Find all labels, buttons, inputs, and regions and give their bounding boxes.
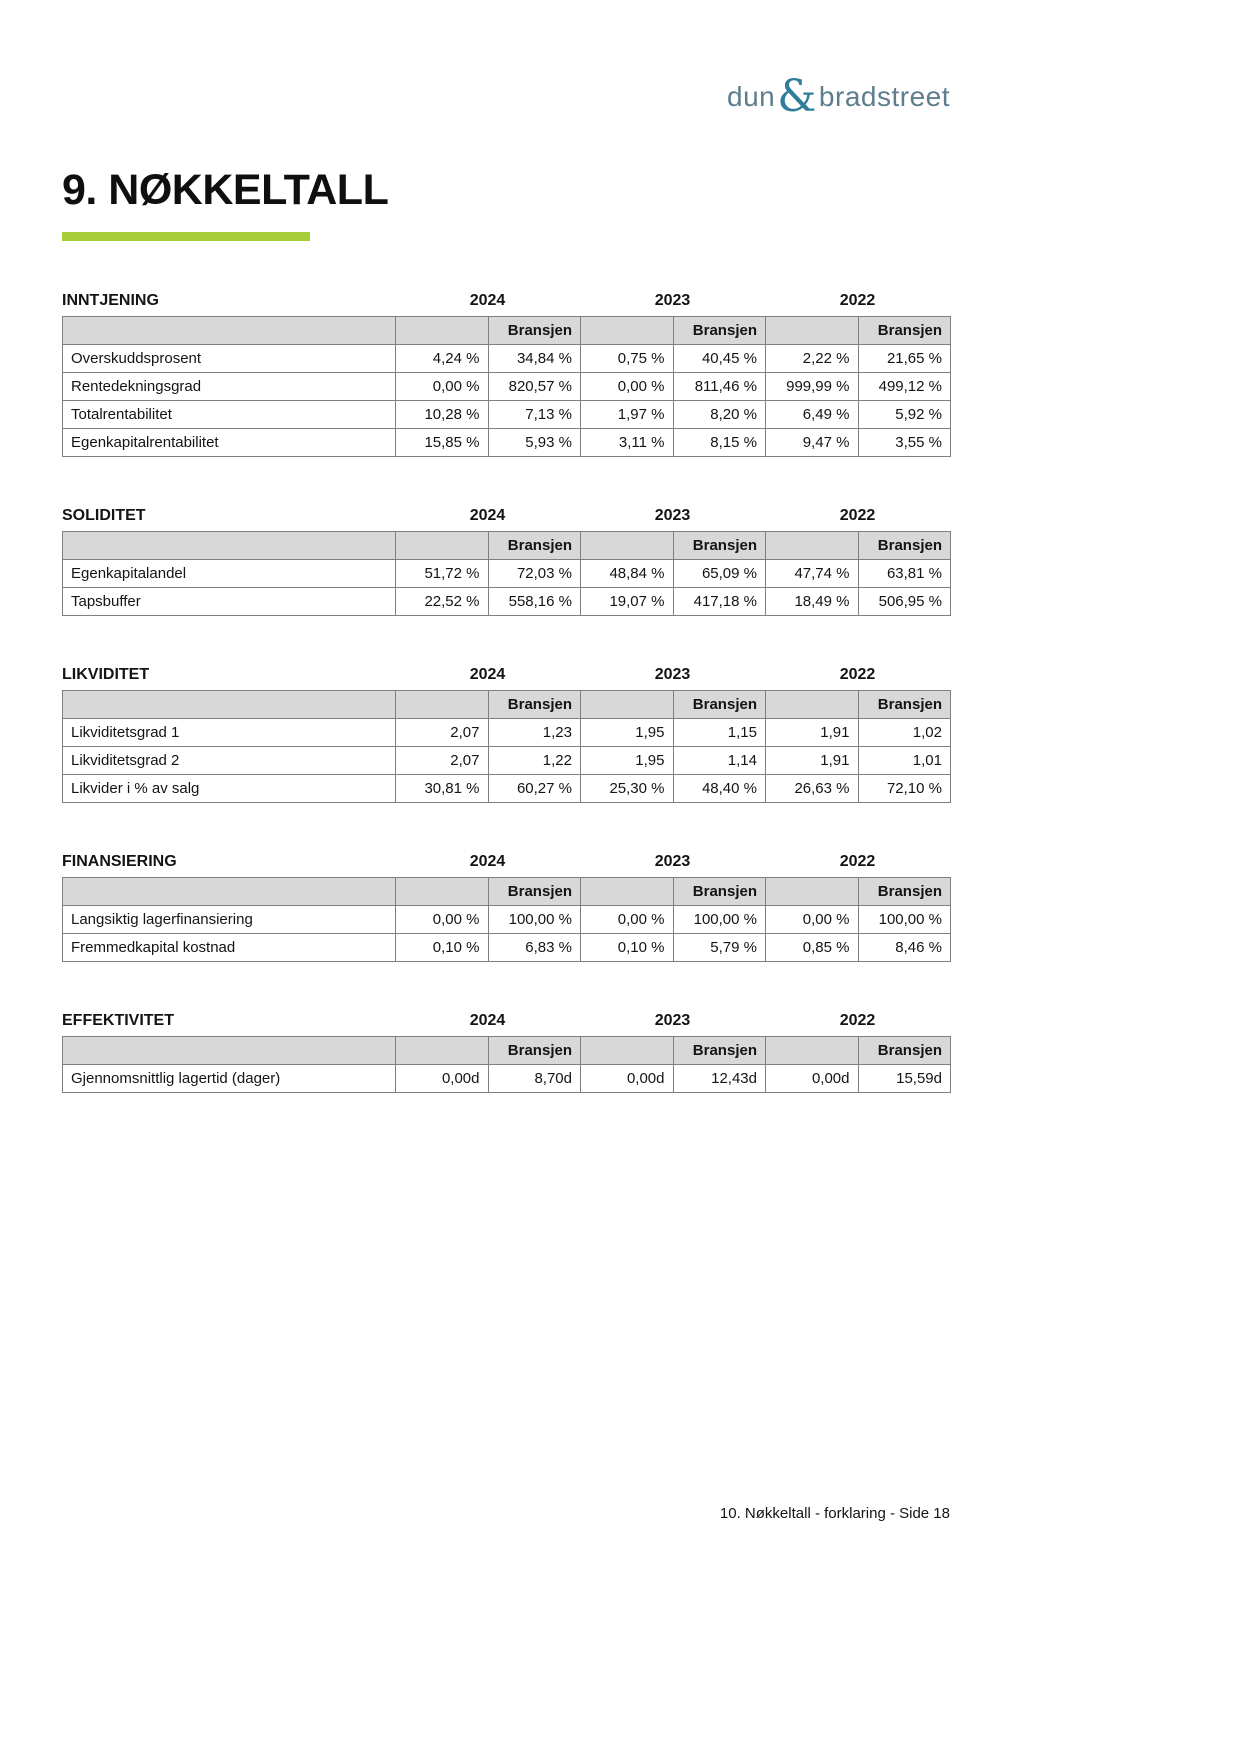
- value-cell: 1,23: [488, 719, 581, 747]
- table-row: [63, 401, 951, 429]
- header-empty-cell: [396, 1037, 489, 1065]
- value-cell: 72,03 %: [488, 560, 581, 588]
- year-label: 2024: [469, 666, 506, 683]
- header-empty-cell: [766, 1037, 859, 1065]
- table-caption: [62, 662, 950, 690]
- value-cell: 0,10 %: [396, 934, 489, 962]
- value-cell: 60,27 %: [488, 775, 581, 803]
- value-cell: 1,95: [581, 747, 674, 775]
- table-row: [63, 934, 951, 962]
- header-empty-cell: [63, 1037, 396, 1065]
- industry-column-header: Bransjen: [673, 532, 766, 560]
- page-footer: 10. Nøkkeltall - forklaring - Side 18: [719, 1505, 950, 1522]
- table-row: [63, 747, 951, 775]
- section-title: EFFEKTIVITET: [62, 1012, 174, 1029]
- section-title: SOLIDITET: [62, 507, 146, 524]
- value-cell: 0,00 %: [581, 373, 674, 401]
- value-cell: 9,47 %: [766, 429, 859, 457]
- value-cell: 63,81 %: [858, 560, 951, 588]
- value-cell: 15,85 %: [396, 429, 489, 457]
- year-label: 2022: [839, 292, 876, 309]
- value-cell: 8,15 %: [673, 429, 766, 457]
- value-cell: 48,40 %: [673, 775, 766, 803]
- value-cell: 5,79 %: [673, 934, 766, 962]
- data-table: [62, 877, 951, 962]
- header-empty-cell: [581, 317, 674, 345]
- value-cell: 0,85 %: [766, 934, 859, 962]
- header-empty-cell: [766, 878, 859, 906]
- value-cell: 25,30 %: [581, 775, 674, 803]
- industry-column-header: Bransjen: [673, 691, 766, 719]
- value-cell: 1,14: [673, 747, 766, 775]
- section-title: LIKVIDITET: [62, 666, 150, 683]
- row-label: Totalrentabilitet: [63, 401, 396, 429]
- table-section-likviditet: [62, 662, 950, 803]
- table-row: [63, 588, 951, 616]
- value-cell: 5,93 %: [488, 429, 581, 457]
- table-row: [63, 719, 951, 747]
- data-table: [62, 690, 951, 803]
- title-block: [62, 166, 388, 241]
- value-cell: 19,07 %: [581, 588, 674, 616]
- value-cell: 26,63 %: [766, 775, 859, 803]
- table-row: [63, 1065, 951, 1093]
- value-cell: 1,02: [858, 719, 951, 747]
- header-empty-cell: [63, 317, 396, 345]
- value-cell: 2,22 %: [766, 345, 859, 373]
- value-cell: 1,91: [766, 747, 859, 775]
- table-caption: [62, 1008, 950, 1036]
- table-header-row: [63, 317, 951, 345]
- header-empty-cell: [396, 878, 489, 906]
- industry-column-header: Bransjen: [858, 1037, 951, 1065]
- industry-column-header: Bransjen: [488, 1037, 581, 1065]
- value-cell: 65,09 %: [673, 560, 766, 588]
- value-cell: 72,10 %: [858, 775, 951, 803]
- industry-column-header: Bransjen: [488, 691, 581, 719]
- value-cell: 15,59d: [858, 1065, 951, 1093]
- value-cell: 3,55 %: [858, 429, 951, 457]
- value-cell: 1,22: [488, 747, 581, 775]
- data-table: [62, 316, 951, 457]
- tables-area: [62, 288, 950, 1139]
- table-caption: [62, 503, 950, 531]
- row-label: Rentedekningsgrad: [63, 373, 396, 401]
- ampersand-icon: &: [777, 71, 817, 122]
- year-label: 2024: [469, 1012, 506, 1029]
- value-cell: 0,10 %: [581, 934, 674, 962]
- page-title: 9. NØKKELTALL: [62, 166, 389, 214]
- year-label: 2024: [469, 853, 506, 870]
- value-cell: 417,18 %: [673, 588, 766, 616]
- value-cell: 48,84 %: [581, 560, 674, 588]
- value-cell: 47,74 %: [766, 560, 859, 588]
- year-label: 2022: [839, 507, 876, 524]
- table-header-row: [63, 532, 951, 560]
- value-cell: 4,24 %: [396, 345, 489, 373]
- value-cell: 499,12 %: [858, 373, 951, 401]
- value-cell: 22,52 %: [396, 588, 489, 616]
- value-cell: 3,11 %: [581, 429, 674, 457]
- industry-column-header: Bransjen: [858, 532, 951, 560]
- logo-text-bradstreet: bradstreet: [818, 81, 950, 112]
- header-empty-cell: [581, 1037, 674, 1065]
- year-label: 2023: [654, 1012, 691, 1029]
- data-table: [62, 1036, 951, 1093]
- row-label: Egenkapitalandel: [63, 560, 396, 588]
- table-section-finansiering: [62, 849, 950, 962]
- value-cell: 0,00 %: [766, 906, 859, 934]
- row-label: Tapsbuffer: [63, 588, 396, 616]
- industry-column-header: Bransjen: [858, 317, 951, 345]
- value-cell: 5,92 %: [858, 401, 951, 429]
- industry-column-header: Bransjen: [858, 691, 951, 719]
- row-label: Overskuddsprosent: [63, 345, 396, 373]
- value-cell: 1,97 %: [581, 401, 674, 429]
- data-table: [62, 531, 951, 616]
- industry-column-header: Bransjen: [673, 878, 766, 906]
- row-label: Likviditetsgrad 1: [63, 719, 396, 747]
- value-cell: 10,28 %: [396, 401, 489, 429]
- value-cell: 7,13 %: [488, 401, 581, 429]
- value-cell: 0,75 %: [581, 345, 674, 373]
- industry-column-header: Bransjen: [673, 1037, 766, 1065]
- value-cell: 0,00 %: [396, 373, 489, 401]
- value-cell: 8,70d: [488, 1065, 581, 1093]
- value-cell: 1,95: [581, 719, 674, 747]
- year-label: 2022: [839, 666, 876, 683]
- year-label: 2023: [654, 853, 691, 870]
- year-label: 2022: [839, 1012, 876, 1029]
- table-row: [63, 373, 951, 401]
- header-empty-cell: [63, 691, 396, 719]
- year-label: 2023: [654, 507, 691, 524]
- value-cell: 0,00 %: [581, 906, 674, 934]
- value-cell: 1,15: [673, 719, 766, 747]
- logo-text-dun: dun: [727, 81, 776, 112]
- year-label: 2022: [839, 853, 876, 870]
- value-cell: 100,00 %: [488, 906, 581, 934]
- header-empty-cell: [63, 878, 396, 906]
- table-row: [63, 560, 951, 588]
- value-cell: 21,65 %: [858, 345, 951, 373]
- header-empty-cell: [766, 691, 859, 719]
- table-row: [63, 345, 951, 373]
- value-cell: 999,99 %: [766, 373, 859, 401]
- row-label: Likvider i % av salg: [63, 775, 396, 803]
- table-row: [63, 429, 951, 457]
- industry-column-header: Bransjen: [673, 317, 766, 345]
- value-cell: 100,00 %: [673, 906, 766, 934]
- header-empty-cell: [766, 317, 859, 345]
- value-cell: 6,83 %: [488, 934, 581, 962]
- value-cell: 40,45 %: [673, 345, 766, 373]
- value-cell: 0,00 %: [396, 906, 489, 934]
- dun-bradstreet-logo: [727, 70, 950, 122]
- value-cell: 51,72 %: [396, 560, 489, 588]
- accent-underline: [62, 232, 310, 241]
- table-caption: [62, 849, 950, 877]
- value-cell: 0,00d: [396, 1065, 489, 1093]
- header-empty-cell: [581, 878, 674, 906]
- table-row: [63, 775, 951, 803]
- table-section-effektivitet: [62, 1008, 950, 1093]
- industry-column-header: Bransjen: [488, 317, 581, 345]
- value-cell: 0,00d: [581, 1065, 674, 1093]
- row-label: Egenkapitalrentabilitet: [63, 429, 396, 457]
- header-empty-cell: [396, 317, 489, 345]
- value-cell: 0,00d: [766, 1065, 859, 1093]
- value-cell: 18,49 %: [766, 588, 859, 616]
- value-cell: 811,46 %: [673, 373, 766, 401]
- row-label: Gjennomsnittlig lagertid (dager): [63, 1065, 396, 1093]
- row-label: Langsiktig lagerfinansiering: [63, 906, 396, 934]
- header-empty-cell: [396, 532, 489, 560]
- header-empty-cell: [581, 691, 674, 719]
- header-empty-cell: [63, 532, 396, 560]
- value-cell: 506,95 %: [858, 588, 951, 616]
- header-empty-cell: [766, 532, 859, 560]
- value-cell: 8,46 %: [858, 934, 951, 962]
- year-label: 2023: [654, 666, 691, 683]
- section-title: FINANSIERING: [62, 853, 177, 870]
- value-cell: 2,07: [396, 747, 489, 775]
- industry-column-header: Bransjen: [488, 532, 581, 560]
- table-row: [63, 906, 951, 934]
- section-title: INNTJENING: [62, 292, 159, 309]
- industry-column-header: Bransjen: [488, 878, 581, 906]
- value-cell: 8,20 %: [673, 401, 766, 429]
- header-empty-cell: [581, 532, 674, 560]
- year-label: 2023: [654, 292, 691, 309]
- value-cell: 558,16 %: [488, 588, 581, 616]
- table-section-inntjening: [62, 288, 950, 457]
- table-caption: [62, 288, 950, 316]
- value-cell: 6,49 %: [766, 401, 859, 429]
- industry-column-header: Bransjen: [858, 878, 951, 906]
- year-label: 2024: [469, 507, 506, 524]
- value-cell: 30,81 %: [396, 775, 489, 803]
- value-cell: 820,57 %: [488, 373, 581, 401]
- table-header-row: [63, 691, 951, 719]
- value-cell: 34,84 %: [488, 345, 581, 373]
- row-label: Likviditetsgrad 2: [63, 747, 396, 775]
- value-cell: 12,43d: [673, 1065, 766, 1093]
- value-cell: 1,01: [858, 747, 951, 775]
- header-empty-cell: [396, 691, 489, 719]
- value-cell: 2,07: [396, 719, 489, 747]
- table-header-row: [63, 878, 951, 906]
- value-cell: 1,91: [766, 719, 859, 747]
- year-label: 2024: [469, 292, 506, 309]
- value-cell: 100,00 %: [858, 906, 951, 934]
- table-header-row: [63, 1037, 951, 1065]
- row-label: Fremmedkapital kostnad: [63, 934, 396, 962]
- table-section-soliditet: [62, 503, 950, 616]
